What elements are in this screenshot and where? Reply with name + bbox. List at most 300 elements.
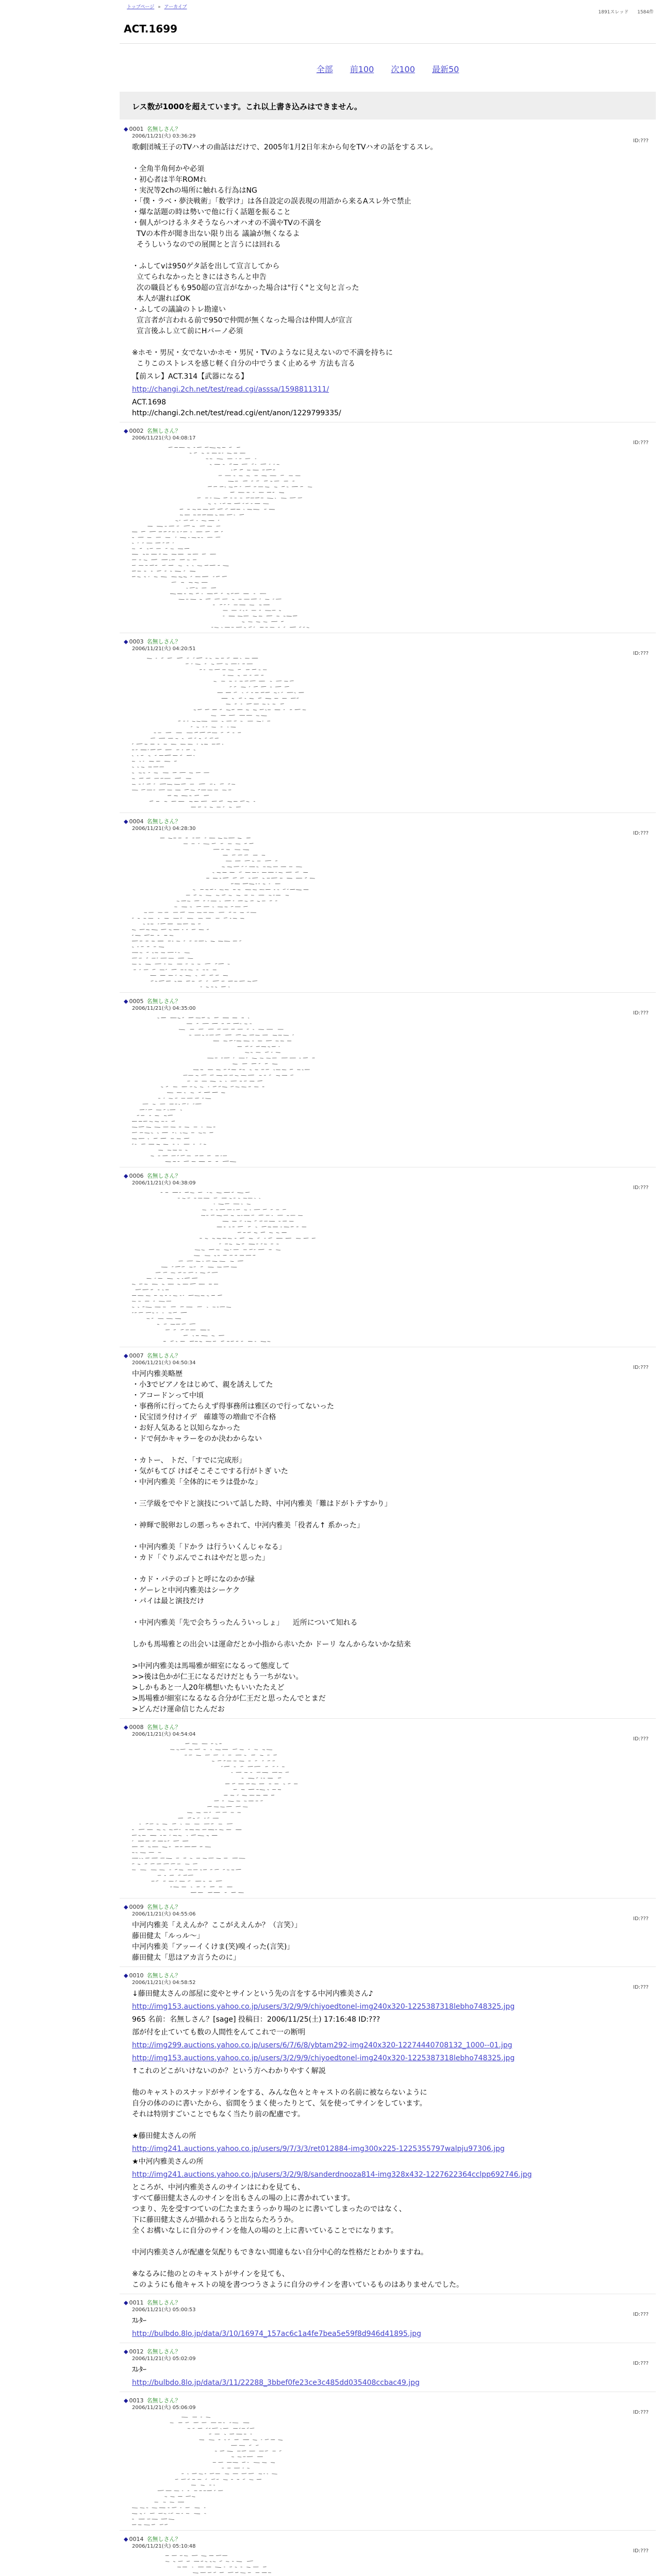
post-number[interactable]: 0003 (129, 638, 144, 645)
ascii-art-stroke (276, 1232, 279, 1233)
ascii-art-stroke (132, 2508, 138, 2509)
ascii-art-stroke (278, 1772, 282, 1773)
ascii-art-stroke (152, 929, 158, 930)
ascii-art-stroke (217, 1858, 221, 1859)
ascii-art-stroke (265, 860, 271, 861)
post (120, 998, 656, 1167)
post (120, 818, 656, 993)
ascii-art-stroke (231, 1215, 234, 1216)
post-marker-icon: ◆ (124, 1724, 128, 1731)
breadcrumb (127, 3, 187, 10)
post-number[interactable]: 0007 (129, 1352, 144, 1359)
ascii-art-stroke (266, 698, 271, 699)
ascii-art-stroke (267, 1058, 271, 1059)
post-author: 名無しさん？ (146, 1972, 181, 1979)
ascii-art-stroke (176, 738, 178, 739)
ascii-art-stroke (205, 963, 210, 964)
ascii-art-stroke (225, 509, 228, 510)
ascii-art-stroke (241, 1087, 246, 1088)
ascii-art-stroke (235, 1075, 239, 1076)
post-link[interactable]: http://img241.auctions.yahoo.co.jp/users/9/7/3/3/ret012884-img300x225-1225355797walpju97306.jpg (132, 2145, 505, 2153)
ascii-art-stroke (163, 1863, 169, 1864)
post-id: ID:??? (633, 1916, 649, 1922)
ascii-art-stroke (200, 732, 205, 733)
ascii-art-stroke (180, 537, 186, 538)
ascii-art-stroke (250, 843, 254, 844)
ascii-art-stroke (259, 610, 261, 611)
ascii-art-stroke (132, 2524, 136, 2525)
pager-prev100-link[interactable]: 前100 (350, 64, 374, 74)
ascii-art-stroke (245, 1192, 250, 1193)
post (120, 2299, 656, 2343)
ascii-art-stroke (196, 721, 200, 722)
ascii-art-stroke (169, 560, 170, 561)
ascii-art-stroke (246, 503, 249, 504)
ascii-art-stroke (196, 1023, 198, 1024)
post-link[interactable]: http://img153.auctions.yahoo.co.jp/users/3/2/9/9/chiyoedtonel-img240x320-1225387318lebho748325.jpg (132, 2054, 515, 2062)
ascii-art-stroke (240, 469, 243, 470)
ascii-art-stroke (277, 1766, 278, 1767)
ascii-art-stroke (140, 1846, 143, 1847)
ascii-art-stroke (187, 1812, 192, 1813)
ascii-art-stroke (276, 1075, 280, 1076)
ascii-art-stroke (147, 537, 152, 538)
post (120, 1173, 656, 1347)
ascii-art-stroke (226, 704, 230, 705)
pager-all-link[interactable]: 全部 (316, 64, 333, 74)
ascii-art-stroke (140, 929, 145, 930)
ascii-art-stroke (197, 447, 202, 448)
ascii-art-stroke (186, 975, 191, 976)
ascii-art-stroke (214, 498, 220, 499)
ascii-art-stroke (235, 2572, 238, 2573)
ascii-art-stroke (228, 2439, 230, 2440)
post-id: ID:??? (633, 440, 649, 446)
ascii-art-stroke (262, 1772, 268, 1773)
ascii-art-stroke (242, 464, 247, 465)
ascii-art-stroke (213, 2572, 216, 2573)
ascii-art-stroke (229, 807, 231, 808)
ascii-art-stroke (281, 621, 284, 622)
post-date: 2006/11/21(火) 04:28:30 (132, 826, 196, 832)
ascii-art-stroke (220, 709, 222, 710)
ascii-art-stroke (210, 1075, 213, 1076)
ascii-art-stroke (192, 2473, 196, 2474)
post-marker-icon: ◆ (124, 638, 128, 645)
ascii-art-stroke (188, 1875, 193, 1876)
ascii-art-stroke (243, 2479, 245, 2480)
ascii-art-stroke (224, 1766, 229, 1767)
ascii-art-stroke (172, 969, 177, 970)
ascii-art-stroke (206, 987, 209, 988)
ascii-art-stroke (210, 889, 213, 890)
ascii-art-stroke (187, 918, 193, 919)
ascii-art-stroke (194, 795, 198, 796)
ascii-art-stroke (234, 1040, 235, 1041)
ascii-art-stroke (230, 1261, 234, 1262)
ascii-art-stroke (132, 767, 134, 768)
post-date: 2006/11/21(火) 05:06:09 (132, 2405, 196, 2411)
ascii-art-stroke (263, 1209, 267, 1210)
ascii-art-stroke (174, 784, 180, 785)
ascii-art-stroke (246, 801, 250, 802)
post-id: ID:??? (633, 831, 649, 836)
post-body: ↑これのどこがいけないのか？という方へわかりやすく解説 他のキャストのスナッドがサインをする、みんな色々とキャストの名前に被ならないように 自分の体ののに書いたから、宿間をうまく使ったりとて、気を使ってサインをしています。 それは特別すごいことでもなく当たり前の配慮です。 ★藤田健太さんの所 (132, 2067, 427, 2140)
ascii-art-stroke (239, 2428, 241, 2429)
ascii-art-stroke (192, 526, 195, 527)
ascii-art-stroke (169, 1098, 173, 1099)
ascii-art-stroke (243, 503, 244, 504)
post (120, 2348, 656, 2392)
post-author: 名無しさん？ (146, 818, 181, 825)
post-header (124, 1724, 652, 1731)
ascii-art-stroke (151, 1863, 155, 1864)
ascii-art-stroke (132, 1127, 137, 1128)
ascii-art-stroke (184, 1875, 187, 1876)
thread (120, 126, 656, 2576)
ascii-art-stroke (209, 658, 211, 659)
ascii-art-stroke (254, 627, 255, 628)
ascii-art-stroke (249, 1244, 255, 1245)
ascii-art-stroke (202, 1035, 204, 1036)
ascii-art-stroke (219, 801, 223, 802)
post-link[interactable]: http://bulbdo.8lo.jp/data/3/10/16974_157ac6c1a4fe7bea5e59f8d946d41895.jpg (132, 2330, 421, 2338)
breadcrumb-archive-link[interactable]: アーカイブ (164, 5, 187, 10)
post-body: ｽﾚﾀｰ (132, 2317, 146, 2325)
ascii-art-block (132, 655, 652, 809)
ascii-art-stroke (274, 692, 276, 693)
ascii-art-stroke (247, 2561, 253, 2562)
ascii-art-stroke (175, 2479, 178, 2480)
ascii-art-stroke (132, 565, 136, 566)
ascii-art-stroke (248, 1018, 249, 1019)
ascii-art-stroke (168, 838, 172, 839)
ascii-art-stroke (266, 469, 272, 470)
ascii-art-stroke (161, 929, 166, 930)
ascii-art-stroke (174, 1829, 178, 1830)
ascii-art-stroke (167, 1318, 173, 1319)
ascii-art-stroke (216, 1881, 222, 1882)
ascii-art-stroke (221, 1766, 223, 1767)
ascii-art-stroke (241, 1075, 246, 1076)
ascii-art-stroke (142, 1858, 143, 1859)
ascii-art-stroke (236, 1087, 240, 1088)
ascii-art-stroke (217, 1075, 222, 1076)
ascii-art-stroke (189, 1295, 194, 1296)
ascii-art-stroke (224, 604, 225, 605)
post-link[interactable]: http://img241.auctions.yahoo.co.jp/users/3/2/9/8/sanderdnooza814-img328x432-1227622364cclpp692746.jpg (132, 2171, 532, 2179)
ascii-art-stroke (193, 1863, 197, 1864)
ascii-art-stroke (189, 801, 192, 802)
post-header (124, 1972, 652, 1979)
ascii-art-stroke (141, 789, 145, 790)
post-date: 2006/11/21(火) 05:02:09 (132, 2356, 196, 2362)
ascii-art-stroke (285, 686, 289, 687)
ascii-art-stroke (139, 1312, 143, 1313)
ascii-art-stroke (228, 604, 229, 605)
ascii-art-stroke (217, 1215, 222, 1216)
ascii-art-stroke (232, 599, 234, 600)
post-link[interactable]: http://bulbdo.8lo.jp/data/3/11/22288_3bbef0fe23ce3c485dd035408ccbac49.jpg (132, 2379, 420, 2387)
post-link[interactable]: http://img153.auctions.yahoo.co.jp/users/3/2/9/9/chiyoedtonel-img240x320-1225387318lebho748325.jpg (132, 2003, 515, 2011)
ascii-art-stroke (190, 571, 195, 572)
ascii-art-stroke (218, 963, 223, 964)
ascii-art-stroke (222, 576, 227, 577)
ascii-art-stroke (240, 610, 241, 611)
ascii-art-stroke (196, 1755, 201, 1756)
ascii-art-stroke (234, 686, 236, 687)
pager-latest50-link[interactable]: 最新50 (432, 64, 459, 74)
post-number[interactable]: 0009 (129, 1904, 144, 1910)
ascii-art-stroke (150, 531, 156, 532)
ascii-art-stroke (262, 1226, 267, 1227)
ascii-art-stroke (245, 1221, 246, 1222)
ascii-art-stroke (158, 918, 159, 919)
ascii-art-stroke (146, 952, 148, 953)
ascii-art-stroke (164, 755, 171, 756)
ascii-art-stroke (229, 2422, 231, 2423)
ascii-art-stroke (221, 593, 223, 594)
ascii-art-stroke (176, 520, 178, 521)
ascii-art-stroke (194, 2422, 198, 2423)
post (120, 1724, 656, 1899)
ascii-art-stroke (223, 1869, 225, 1870)
ascii-art-stroke (178, 1018, 180, 1019)
ascii-art-stroke (132, 778, 135, 779)
ascii-art-stroke (218, 509, 223, 510)
ascii-art-stroke (240, 1766, 243, 1767)
ascii-art-stroke (207, 929, 208, 930)
post-header (124, 428, 652, 435)
ascii-art-stroke (226, 1307, 231, 1308)
ascii-art-stroke (223, 1161, 229, 1162)
ascii-art-stroke (163, 1109, 166, 1110)
thread-count: 1891スレッド (598, 10, 629, 15)
ascii-art-stroke (231, 709, 234, 710)
ascii-art-stroke (186, 2496, 191, 2497)
post-number[interactable]: 0002 (129, 428, 144, 434)
post-header (124, 1352, 652, 1360)
ascii-art-stroke (212, 2428, 218, 2429)
ascii-art-stroke (143, 554, 145, 555)
ascii-art-stroke (242, 2462, 245, 2463)
ascii-art-stroke (212, 843, 216, 844)
ascii-art-stroke (254, 1766, 260, 1767)
ascii-art-stroke (182, 738, 184, 739)
ascii-art-stroke (249, 2473, 254, 2474)
ascii-art-stroke (282, 486, 285, 487)
ascii-art-stroke (227, 2451, 233, 2452)
ascii-art (132, 1740, 421, 1895)
post-number[interactable]: 0001 (129, 126, 144, 132)
post-link[interactable]: http://changi.2ch.net/test/read.cgi/asssa/1598811311/ (132, 385, 329, 394)
ascii-art-stroke (216, 975, 219, 976)
ascii-art-stroke (180, 975, 183, 976)
ascii-art-block (132, 1740, 652, 1895)
ascii-art-stroke (240, 918, 244, 919)
ascii-art (132, 655, 421, 809)
ascii-art-stroke (167, 1278, 173, 1279)
breadcrumb-top-link[interactable]: トップページ (127, 5, 155, 10)
ascii-art-stroke (196, 593, 199, 594)
ascii-art-stroke (228, 1801, 234, 1802)
ascii-art-stroke (164, 801, 167, 802)
ascii-art-stroke (254, 1198, 255, 1199)
ascii-art-stroke (206, 895, 211, 896)
ascii-art-stroke (261, 686, 266, 687)
ascii-art-stroke (152, 2524, 155, 2525)
ascii-art-stroke (162, 1132, 168, 1133)
ascii-art-stroke (207, 2490, 212, 2491)
post-marker-icon: ◆ (124, 2348, 128, 2355)
ascii-art-stroke (189, 582, 192, 583)
ascii-art-stroke (268, 1760, 270, 1761)
post-number[interactable]: 0008 (129, 1724, 144, 1731)
ascii-art-stroke (187, 2561, 190, 2562)
post-id: ID:??? (633, 1365, 649, 1370)
ascii-art (132, 1189, 421, 1344)
ascii-art-stroke (198, 1192, 202, 1193)
ascii-art-stroke (132, 1307, 134, 1308)
ascii-art-stroke (188, 537, 190, 538)
post-header (124, 2348, 652, 2355)
ascii-art-stroke (209, 1132, 213, 1133)
ascii-art-stroke (192, 721, 195, 722)
post (120, 1972, 656, 2294)
ascii-art-stroke (259, 1198, 260, 1199)
ascii-art-stroke (220, 2561, 222, 2562)
ascii-art-stroke (132, 1835, 137, 1836)
ascii-art-stroke (210, 2473, 214, 2474)
ascii-art-stroke (247, 1204, 251, 1205)
ascii-art-stroke (155, 1121, 159, 1122)
ascii-art-stroke (244, 843, 247, 844)
ascii-art-stroke (204, 795, 209, 796)
ascii-art-stroke (195, 582, 199, 583)
post (120, 638, 656, 813)
post-number[interactable]: 0013 (129, 2397, 144, 2404)
post-number[interactable]: 0012 (129, 2348, 144, 2355)
post-link[interactable]: http://img299.auctions.yahoo.co.jp/users/6/7/6/8/ybtam292-img240x320-12274440708132_1000--01.jpg (132, 2041, 512, 2049)
ascii-art-stroke (250, 1772, 252, 1773)
ascii-art-stroke (238, 675, 240, 676)
post-number[interactable]: 0005 (129, 998, 144, 1005)
post-header (124, 638, 652, 646)
post-marker-icon: ◆ (124, 818, 128, 825)
ascii-art-stroke (209, 1249, 214, 1250)
pager-next100-link[interactable]: 次100 (391, 64, 415, 74)
ascii-art-stroke (216, 2555, 221, 2556)
ascii-art-stroke (144, 560, 147, 561)
ascii-art-stroke (223, 464, 224, 465)
post-number[interactable]: 0006 (129, 1173, 144, 1179)
ascii-art-stroke (138, 1307, 139, 1308)
ascii-art-stroke (259, 1063, 260, 1064)
ascii-art-stroke (258, 1249, 264, 1250)
ascii-art-stroke (186, 2422, 189, 2423)
ascii-art-stroke (283, 1209, 286, 1210)
ascii-art-stroke (199, 2474, 203, 2475)
ascii-art-stroke (200, 599, 202, 600)
post-number[interactable]: 0010 (129, 1972, 144, 1979)
post-body: 965 名前：名無しさん？[sage] 投稿日：2006/11/25(土) 17:16:48 ID:??? (132, 2015, 380, 2024)
ascii-art-stroke (175, 1318, 181, 1319)
ascii-art-stroke (188, 738, 192, 739)
post-id: ID:??? (633, 2548, 649, 2554)
ascii-art-stroke (211, 941, 215, 942)
post-marker-icon: ◆ (124, 1352, 128, 1359)
post-body: ACT.1698 http://changi.2ch.net/test/read.cgi/ent/anon/1229799335/ (132, 398, 341, 417)
ascii-art-stroke (184, 1335, 188, 1336)
post-id: ID:??? (633, 2361, 649, 2366)
ascii-art-stroke (141, 1144, 145, 1145)
ascii-art-stroke (132, 1132, 137, 1133)
ascii-art-stroke (146, 1127, 151, 1128)
ascii-art-stroke (268, 1046, 270, 1047)
ascii-art-stroke (221, 531, 223, 532)
ascii-art-stroke (162, 565, 166, 566)
ascii-art-stroke (232, 698, 234, 699)
ascii-art-stroke (216, 895, 219, 896)
ascii-art-stroke (155, 1127, 160, 1128)
ascii-art-stroke (192, 2555, 197, 2556)
post-date: 2006/11/21(火) 05:00:53 (132, 2307, 196, 2313)
ascii-art-stroke (185, 1743, 189, 1744)
ascii-art-stroke (155, 755, 156, 756)
ascii-art-stroke (138, 918, 140, 919)
post-header (124, 126, 652, 133)
post-number[interactable]: 0004 (129, 818, 144, 825)
ascii-art-stroke (206, 2417, 210, 2418)
ascii-art-stroke (173, 918, 179, 919)
post-date: 2006/11/21(火) 04:20:51 (132, 646, 196, 652)
ascii-art-stroke (153, 969, 156, 970)
post-body: 中河内雅美「ええんか？ここがええんか？（言笑）」 藤田健太「ルっル～」 中河内雅美「アッーイくけま(笑)嗅イった(言笑)」 藤田健太「思はアカ言うたのに」 (132, 1921, 302, 1962)
post-number[interactable]: 0011 (129, 2299, 144, 2306)
ascii-art-stroke (178, 1835, 181, 1836)
ascii-art-stroke (279, 872, 283, 873)
post-number[interactable]: 0014 (129, 2536, 144, 2543)
ascii-art-stroke (236, 1869, 241, 1870)
ascii-art-block (132, 1014, 652, 1164)
ascii-art-stroke (229, 1244, 233, 1245)
post-date: 2006/11/21(火) 04:55:06 (132, 1911, 196, 1917)
ascii-art-stroke (185, 789, 189, 790)
ascii-art-stroke (169, 1829, 173, 1830)
ascii-art-stroke (189, 795, 191, 796)
ascii-art-stroke (213, 849, 219, 850)
ascii-art-stroke (150, 2513, 155, 2514)
ascii-art-stroke (235, 2567, 237, 2568)
ascii-art-stroke (248, 1075, 254, 1076)
ascii-art-stroke (140, 548, 142, 549)
post-author: 名無しさん？ (146, 428, 181, 434)
ascii-art-stroke (198, 789, 200, 790)
ascii-art-stroke (265, 2439, 269, 2440)
breadcrumb-separator: » (158, 5, 161, 10)
ascii-art-stroke (198, 1835, 204, 1836)
ascii-art-stroke (169, 531, 171, 532)
ascii-art-stroke (266, 692, 270, 693)
ascii-art-stroke (220, 2572, 224, 2573)
ascii-art-stroke (145, 1863, 147, 1864)
ascii-art-stroke (218, 838, 222, 839)
ascii-art-stroke (278, 2440, 283, 2441)
ascii-art-stroke (184, 1161, 189, 1162)
ascii-art-stroke (220, 1261, 225, 1262)
ascii-art-stroke (223, 975, 228, 976)
ascii-art-stroke (141, 531, 145, 532)
